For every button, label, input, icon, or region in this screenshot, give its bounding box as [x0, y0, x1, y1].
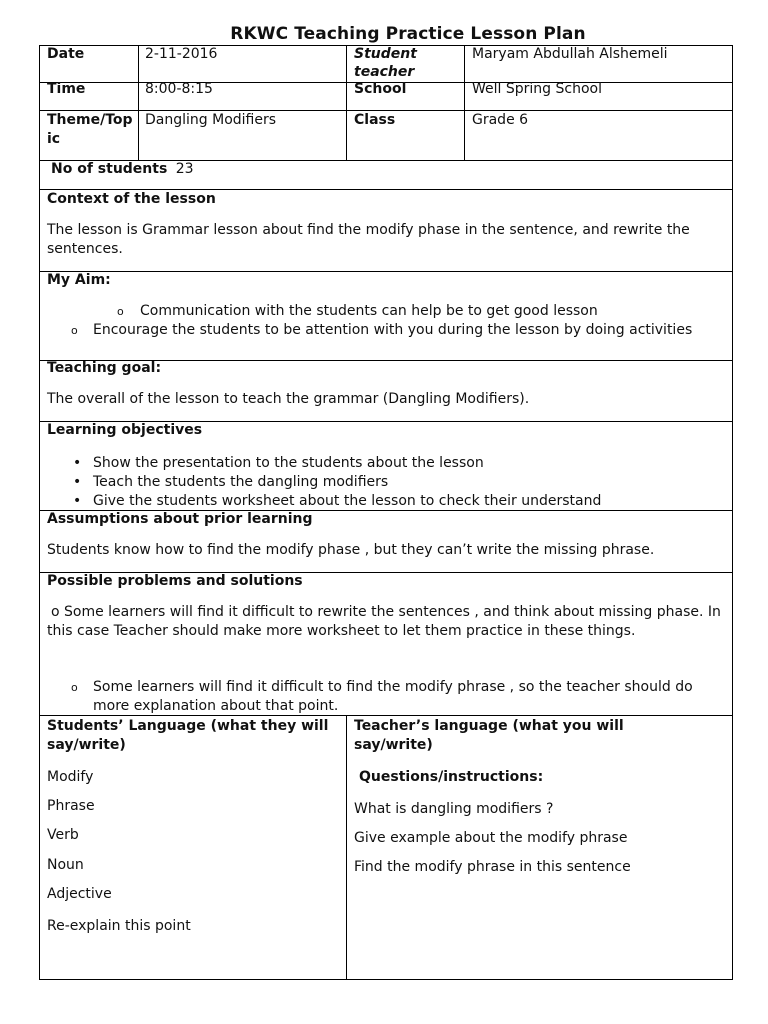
students-language-item: Adjective — [47, 886, 112, 902]
students-count-value: 23 — [175, 161, 194, 177]
student-teacher-label: Student teacher — [354, 46, 417, 80]
teachers-language-subheading: Questions/instructions: — [359, 769, 544, 785]
class-label: Class — [354, 112, 396, 128]
theme-label: Theme/Topic — [47, 112, 133, 147]
class-value: Grade 6 — [472, 112, 529, 128]
teachers-language-heading: Teacher’s language (what you will say/write) — [354, 718, 624, 753]
problems-paragraph: o Some learners will find it difficult to rewrite the sentences , and think about missing phase. In this case Teacher should make more worksheet to let them practice in these things. — [47, 604, 721, 639]
students-language-item: Phrase — [47, 798, 95, 814]
aim-item-2: Encourage the students to be attention with you during the lesson by doing activities — [93, 322, 693, 338]
students-count-label: No of students — [51, 161, 168, 177]
students-count-row — [51, 160, 194, 179]
theme-value: Dangling Modifiers — [145, 112, 277, 128]
teaching-goal-heading: Teaching goal: — [47, 360, 162, 376]
problems-bullet: o — [71, 681, 78, 694]
students-language-item: Verb — [47, 827, 79, 843]
teaching-goal-text: The overall of the lesson to teach the grammar (Dangling Modifiers). — [47, 391, 530, 407]
student-teacher-value: Maryam Abdullah Alshemeli — [472, 46, 668, 62]
objective-bullet-1: • — [73, 455, 82, 471]
teachers-language-item: Give example about the modify phrase — [354, 830, 628, 846]
learning-objectives-heading: Learning objectives — [47, 422, 203, 438]
aim-bullet-1: o — [117, 305, 124, 318]
objective-item-1: Show the presentation to the students about the lesson — [93, 455, 484, 471]
time-label: Time — [47, 81, 86, 97]
aim-bullet-2: o — [71, 324, 78, 337]
school-label: School — [354, 81, 407, 97]
aim-heading: My Aim: — [47, 272, 111, 288]
date-label: Date — [47, 46, 85, 62]
students-language-item: Re-explain this point — [47, 918, 191, 934]
students-language-item: Modify — [47, 769, 94, 785]
context-heading: Context of the lesson — [47, 191, 216, 207]
teachers-language-item: What is dangling modifiers ? — [354, 801, 554, 817]
students-language-heading: Students’ Language (what they will say/write) — [47, 718, 329, 753]
objective-bullet-3: • — [73, 493, 82, 509]
assumptions-text: Students know how to find the modify phase , but they can’t write the missing phrase. — [47, 542, 655, 558]
problems-item: Some learners will find it difficult to find the modify phrase , so the teacher should do more explanation about that point. — [93, 679, 693, 714]
aim-item-1: Communication with the students can help be to get good lesson — [140, 303, 598, 319]
context-text: The lesson is Grammar lesson about find the modify phase in the sentence, and rewrite the sentences. — [47, 222, 690, 257]
objective-item-3: Give the students worksheet about the lesson to check their understand — [93, 493, 602, 509]
time-value: 8:00-8:15 — [145, 81, 213, 97]
objective-bullet-2: • — [73, 474, 82, 490]
students-language-item: Noun — [47, 857, 84, 873]
date-value: 2-11-2016 — [145, 46, 218, 62]
school-value: Well Spring School — [472, 81, 602, 97]
teachers-language-item: Find the modify phrase in this sentence — [354, 859, 631, 875]
assumptions-heading: Assumptions about prior learning — [47, 511, 313, 527]
objective-item-2: Teach the students the dangling modifiers — [93, 474, 389, 490]
page-title: RKWC Teaching Practice Lesson Plan — [230, 24, 586, 44]
problems-heading: Possible problems and solutions — [47, 573, 303, 589]
